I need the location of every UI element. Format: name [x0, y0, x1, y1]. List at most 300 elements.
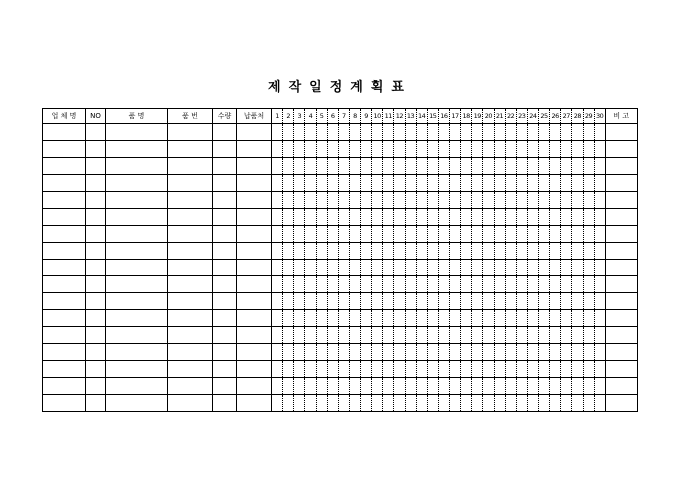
cell-company[interactable] — [43, 140, 86, 157]
cell-day-26[interactable] — [550, 395, 561, 412]
cell-day-15[interactable] — [427, 242, 438, 259]
cell-day-17[interactable] — [450, 225, 461, 242]
cell-day-6[interactable] — [327, 225, 338, 242]
cell-day-26[interactable] — [550, 327, 561, 344]
cell-product-name[interactable] — [106, 293, 168, 310]
cell-day-7[interactable] — [338, 395, 349, 412]
cell-day-24[interactable] — [527, 310, 538, 327]
cell-no[interactable] — [86, 191, 106, 208]
cell-day-11[interactable] — [383, 310, 394, 327]
cell-day-10[interactable] — [372, 140, 383, 157]
cell-day-26[interactable] — [550, 378, 561, 395]
cell-day-16[interactable] — [438, 259, 449, 276]
cell-day-16[interactable] — [438, 344, 449, 361]
cell-day-11[interactable] — [383, 157, 394, 174]
cell-day-4[interactable] — [305, 208, 316, 225]
cell-day-11[interactable] — [383, 174, 394, 191]
cell-quantity[interactable] — [213, 310, 237, 327]
cell-day-18[interactable] — [461, 276, 472, 293]
cell-day-6[interactable] — [327, 174, 338, 191]
cell-day-24[interactable] — [527, 344, 538, 361]
cell-day-25[interactable] — [539, 293, 550, 310]
cell-day-16[interactable] — [438, 140, 449, 157]
cell-day-25[interactable] — [539, 225, 550, 242]
cell-day-30[interactable] — [594, 124, 605, 141]
cell-day-14[interactable] — [416, 327, 427, 344]
cell-day-15[interactable] — [427, 191, 438, 208]
cell-day-2[interactable] — [283, 191, 294, 208]
cell-day-30[interactable] — [594, 140, 605, 157]
cell-day-30[interactable] — [594, 310, 605, 327]
cell-day-6[interactable] — [327, 259, 338, 276]
cell-day-27[interactable] — [561, 191, 572, 208]
cell-quantity[interactable] — [213, 140, 237, 157]
cell-product-name[interactable] — [106, 259, 168, 276]
cell-day-6[interactable] — [327, 395, 338, 412]
cell-day-26[interactable] — [550, 174, 561, 191]
cell-company[interactable] — [43, 124, 86, 141]
cell-product-no[interactable] — [168, 242, 213, 259]
cell-day-13[interactable] — [405, 327, 416, 344]
cell-day-4[interactable] — [305, 276, 316, 293]
cell-day-28[interactable] — [572, 293, 583, 310]
cell-product-name[interactable] — [106, 276, 168, 293]
cell-day-17[interactable] — [450, 140, 461, 157]
cell-day-14[interactable] — [416, 344, 427, 361]
cell-product-name[interactable] — [106, 124, 168, 141]
cell-day-8[interactable] — [349, 225, 360, 242]
cell-day-11[interactable] — [383, 242, 394, 259]
cell-product-name[interactable] — [106, 361, 168, 378]
cell-day-26[interactable] — [550, 293, 561, 310]
cell-day-12[interactable] — [394, 310, 405, 327]
cell-day-6[interactable] — [327, 293, 338, 310]
cell-day-3[interactable] — [294, 276, 305, 293]
cell-day-28[interactable] — [572, 191, 583, 208]
cell-day-21[interactable] — [494, 157, 505, 174]
cell-company[interactable] — [43, 327, 86, 344]
cell-day-14[interactable] — [416, 293, 427, 310]
cell-day-2[interactable] — [283, 378, 294, 395]
cell-day-8[interactable] — [349, 174, 360, 191]
cell-day-7[interactable] — [338, 124, 349, 141]
cell-day-1[interactable] — [272, 395, 283, 412]
cell-day-7[interactable] — [338, 191, 349, 208]
cell-day-10[interactable] — [372, 124, 383, 141]
cell-day-24[interactable] — [527, 242, 538, 259]
cell-day-3[interactable] — [294, 124, 305, 141]
cell-day-21[interactable] — [494, 378, 505, 395]
cell-day-1[interactable] — [272, 191, 283, 208]
cell-day-29[interactable] — [583, 174, 594, 191]
cell-quantity[interactable] — [213, 276, 237, 293]
cell-day-20[interactable] — [483, 293, 494, 310]
cell-day-13[interactable] — [405, 310, 416, 327]
cell-day-30[interactable] — [594, 191, 605, 208]
cell-day-10[interactable] — [372, 344, 383, 361]
cell-day-16[interactable] — [438, 378, 449, 395]
cell-company[interactable] — [43, 344, 86, 361]
cell-quantity[interactable] — [213, 293, 237, 310]
cell-remarks[interactable] — [605, 293, 637, 310]
cell-company[interactable] — [43, 378, 86, 395]
cell-remarks[interactable] — [605, 124, 637, 141]
cell-day-16[interactable] — [438, 276, 449, 293]
cell-day-28[interactable] — [572, 225, 583, 242]
cell-day-21[interactable] — [494, 225, 505, 242]
cell-day-3[interactable] — [294, 344, 305, 361]
cell-day-21[interactable] — [494, 293, 505, 310]
cell-remarks[interactable] — [605, 191, 637, 208]
cell-day-18[interactable] — [461, 225, 472, 242]
cell-day-21[interactable] — [494, 242, 505, 259]
cell-delivery[interactable] — [237, 361, 272, 378]
cell-company[interactable] — [43, 174, 86, 191]
cell-day-24[interactable] — [527, 293, 538, 310]
cell-day-12[interactable] — [394, 344, 405, 361]
cell-remarks[interactable] — [605, 344, 637, 361]
cell-day-9[interactable] — [361, 259, 372, 276]
cell-product-name[interactable] — [106, 327, 168, 344]
cell-day-8[interactable] — [349, 124, 360, 141]
cell-day-21[interactable] — [494, 310, 505, 327]
cell-day-11[interactable] — [383, 191, 394, 208]
cell-day-13[interactable] — [405, 378, 416, 395]
cell-day-19[interactable] — [472, 174, 483, 191]
cell-day-28[interactable] — [572, 174, 583, 191]
cell-day-25[interactable] — [539, 327, 550, 344]
cell-day-22[interactable] — [505, 361, 516, 378]
cell-day-11[interactable] — [383, 124, 394, 141]
cell-day-29[interactable] — [583, 124, 594, 141]
cell-day-22[interactable] — [505, 293, 516, 310]
cell-no[interactable] — [86, 361, 106, 378]
cell-day-30[interactable] — [594, 293, 605, 310]
cell-product-no[interactable] — [168, 344, 213, 361]
cell-day-16[interactable] — [438, 395, 449, 412]
cell-day-18[interactable] — [461, 259, 472, 276]
cell-day-9[interactable] — [361, 344, 372, 361]
cell-product-no[interactable] — [168, 174, 213, 191]
cell-day-18[interactable] — [461, 293, 472, 310]
cell-day-20[interactable] — [483, 157, 494, 174]
cell-day-16[interactable] — [438, 293, 449, 310]
cell-day-22[interactable] — [505, 259, 516, 276]
cell-day-4[interactable] — [305, 310, 316, 327]
cell-day-26[interactable] — [550, 124, 561, 141]
cell-day-17[interactable] — [450, 293, 461, 310]
cell-day-30[interactable] — [594, 378, 605, 395]
cell-product-no[interactable] — [168, 124, 213, 141]
cell-day-14[interactable] — [416, 157, 427, 174]
cell-day-26[interactable] — [550, 208, 561, 225]
cell-day-14[interactable] — [416, 361, 427, 378]
cell-day-17[interactable] — [450, 310, 461, 327]
cell-day-7[interactable] — [338, 327, 349, 344]
cell-day-27[interactable] — [561, 344, 572, 361]
cell-day-25[interactable] — [539, 140, 550, 157]
cell-day-13[interactable] — [405, 208, 416, 225]
cell-day-24[interactable] — [527, 327, 538, 344]
cell-day-26[interactable] — [550, 157, 561, 174]
cell-day-15[interactable] — [427, 276, 438, 293]
cell-day-20[interactable] — [483, 140, 494, 157]
cell-quantity[interactable] — [213, 242, 237, 259]
cell-company[interactable] — [43, 395, 86, 412]
cell-day-3[interactable] — [294, 242, 305, 259]
cell-day-25[interactable] — [539, 344, 550, 361]
cell-day-26[interactable] — [550, 276, 561, 293]
cell-delivery[interactable] — [237, 140, 272, 157]
cell-day-26[interactable] — [550, 191, 561, 208]
cell-day-4[interactable] — [305, 378, 316, 395]
cell-day-8[interactable] — [349, 276, 360, 293]
cell-day-22[interactable] — [505, 276, 516, 293]
cell-day-4[interactable] — [305, 327, 316, 344]
cell-day-4[interactable] — [305, 124, 316, 141]
cell-day-11[interactable] — [383, 327, 394, 344]
cell-day-18[interactable] — [461, 242, 472, 259]
cell-day-14[interactable] — [416, 174, 427, 191]
cell-day-5[interactable] — [316, 174, 327, 191]
cell-day-3[interactable] — [294, 157, 305, 174]
cell-day-14[interactable] — [416, 191, 427, 208]
cell-day-9[interactable] — [361, 124, 372, 141]
cell-day-12[interactable] — [394, 140, 405, 157]
cell-day-7[interactable] — [338, 259, 349, 276]
cell-product-no[interactable] — [168, 208, 213, 225]
cell-day-21[interactable] — [494, 174, 505, 191]
cell-delivery[interactable] — [237, 191, 272, 208]
cell-day-27[interactable] — [561, 140, 572, 157]
cell-delivery[interactable] — [237, 242, 272, 259]
cell-day-5[interactable] — [316, 310, 327, 327]
cell-day-15[interactable] — [427, 124, 438, 141]
cell-day-21[interactable] — [494, 124, 505, 141]
cell-day-18[interactable] — [461, 327, 472, 344]
cell-no[interactable] — [86, 208, 106, 225]
cell-no[interactable] — [86, 242, 106, 259]
cell-day-9[interactable] — [361, 276, 372, 293]
cell-day-16[interactable] — [438, 310, 449, 327]
cell-remarks[interactable] — [605, 208, 637, 225]
cell-day-13[interactable] — [405, 191, 416, 208]
cell-quantity[interactable] — [213, 378, 237, 395]
cell-day-28[interactable] — [572, 242, 583, 259]
cell-remarks[interactable] — [605, 395, 637, 412]
cell-day-23[interactable] — [516, 327, 527, 344]
cell-no[interactable] — [86, 395, 106, 412]
cell-no[interactable] — [86, 174, 106, 191]
cell-product-name[interactable] — [106, 310, 168, 327]
cell-day-8[interactable] — [349, 157, 360, 174]
cell-day-19[interactable] — [472, 191, 483, 208]
cell-day-10[interactable] — [372, 208, 383, 225]
cell-day-5[interactable] — [316, 395, 327, 412]
cell-day-28[interactable] — [572, 140, 583, 157]
cell-quantity[interactable] — [213, 174, 237, 191]
cell-day-8[interactable] — [349, 242, 360, 259]
cell-remarks[interactable] — [605, 361, 637, 378]
cell-day-3[interactable] — [294, 208, 305, 225]
cell-day-6[interactable] — [327, 344, 338, 361]
cell-day-29[interactable] — [583, 361, 594, 378]
cell-product-name[interactable] — [106, 157, 168, 174]
cell-product-no[interactable] — [168, 293, 213, 310]
cell-day-10[interactable] — [372, 191, 383, 208]
cell-company[interactable] — [43, 208, 86, 225]
cell-day-7[interactable] — [338, 225, 349, 242]
cell-day-30[interactable] — [594, 242, 605, 259]
cell-day-30[interactable] — [594, 276, 605, 293]
cell-product-name[interactable] — [106, 191, 168, 208]
cell-day-29[interactable] — [583, 327, 594, 344]
cell-day-19[interactable] — [472, 327, 483, 344]
cell-remarks[interactable] — [605, 174, 637, 191]
cell-quantity[interactable] — [213, 124, 237, 141]
cell-day-6[interactable] — [327, 310, 338, 327]
cell-day-15[interactable] — [427, 327, 438, 344]
cell-quantity[interactable] — [213, 225, 237, 242]
cell-day-17[interactable] — [450, 259, 461, 276]
cell-day-20[interactable] — [483, 174, 494, 191]
cell-day-23[interactable] — [516, 361, 527, 378]
cell-day-12[interactable] — [394, 361, 405, 378]
cell-day-24[interactable] — [527, 140, 538, 157]
cell-product-no[interactable] — [168, 361, 213, 378]
cell-day-9[interactable] — [361, 208, 372, 225]
cell-day-30[interactable] — [594, 225, 605, 242]
cell-delivery[interactable] — [237, 157, 272, 174]
cell-day-25[interactable] — [539, 174, 550, 191]
cell-delivery[interactable] — [237, 344, 272, 361]
cell-day-30[interactable] — [594, 327, 605, 344]
cell-day-11[interactable] — [383, 276, 394, 293]
cell-day-12[interactable] — [394, 378, 405, 395]
cell-day-8[interactable] — [349, 140, 360, 157]
cell-day-29[interactable] — [583, 259, 594, 276]
cell-company[interactable] — [43, 242, 86, 259]
cell-day-5[interactable] — [316, 327, 327, 344]
cell-day-17[interactable] — [450, 191, 461, 208]
cell-day-6[interactable] — [327, 208, 338, 225]
cell-day-4[interactable] — [305, 293, 316, 310]
cell-day-2[interactable] — [283, 208, 294, 225]
cell-day-29[interactable] — [583, 276, 594, 293]
cell-day-1[interactable] — [272, 208, 283, 225]
cell-product-name[interactable] — [106, 208, 168, 225]
cell-no[interactable] — [86, 225, 106, 242]
cell-day-19[interactable] — [472, 157, 483, 174]
cell-day-12[interactable] — [394, 174, 405, 191]
cell-day-13[interactable] — [405, 124, 416, 141]
cell-day-1[interactable] — [272, 157, 283, 174]
cell-day-21[interactable] — [494, 191, 505, 208]
cell-day-2[interactable] — [283, 344, 294, 361]
cell-day-9[interactable] — [361, 293, 372, 310]
cell-day-14[interactable] — [416, 124, 427, 141]
cell-day-4[interactable] — [305, 259, 316, 276]
cell-day-23[interactable] — [516, 208, 527, 225]
cell-day-3[interactable] — [294, 174, 305, 191]
cell-day-15[interactable] — [427, 225, 438, 242]
cell-day-28[interactable] — [572, 344, 583, 361]
cell-company[interactable] — [43, 293, 86, 310]
cell-day-11[interactable] — [383, 259, 394, 276]
cell-day-20[interactable] — [483, 378, 494, 395]
cell-day-2[interactable] — [283, 242, 294, 259]
cell-day-24[interactable] — [527, 259, 538, 276]
cell-day-16[interactable] — [438, 327, 449, 344]
cell-quantity[interactable] — [213, 361, 237, 378]
cell-day-12[interactable] — [394, 225, 405, 242]
cell-day-17[interactable] — [450, 208, 461, 225]
cell-remarks[interactable] — [605, 378, 637, 395]
cell-day-15[interactable] — [427, 310, 438, 327]
cell-day-29[interactable] — [583, 310, 594, 327]
cell-day-4[interactable] — [305, 361, 316, 378]
cell-no[interactable] — [86, 259, 106, 276]
cell-day-14[interactable] — [416, 310, 427, 327]
cell-day-29[interactable] — [583, 242, 594, 259]
cell-day-16[interactable] — [438, 242, 449, 259]
cell-day-9[interactable] — [361, 191, 372, 208]
cell-product-no[interactable] — [168, 140, 213, 157]
cell-day-22[interactable] — [505, 378, 516, 395]
cell-day-2[interactable] — [283, 327, 294, 344]
cell-day-23[interactable] — [516, 191, 527, 208]
cell-day-28[interactable] — [572, 157, 583, 174]
cell-product-no[interactable] — [168, 327, 213, 344]
cell-day-12[interactable] — [394, 191, 405, 208]
cell-day-17[interactable] — [450, 361, 461, 378]
cell-delivery[interactable] — [237, 124, 272, 141]
cell-day-9[interactable] — [361, 310, 372, 327]
cell-day-2[interactable] — [283, 276, 294, 293]
cell-day-26[interactable] — [550, 361, 561, 378]
cell-day-9[interactable] — [361, 225, 372, 242]
cell-day-30[interactable] — [594, 208, 605, 225]
cell-day-3[interactable] — [294, 293, 305, 310]
cell-day-16[interactable] — [438, 157, 449, 174]
cell-day-20[interactable] — [483, 310, 494, 327]
cell-remarks[interactable] — [605, 310, 637, 327]
cell-day-14[interactable] — [416, 276, 427, 293]
cell-day-4[interactable] — [305, 225, 316, 242]
cell-day-10[interactable] — [372, 276, 383, 293]
cell-day-25[interactable] — [539, 259, 550, 276]
cell-day-15[interactable] — [427, 140, 438, 157]
cell-day-12[interactable] — [394, 242, 405, 259]
cell-day-13[interactable] — [405, 276, 416, 293]
cell-quantity[interactable] — [213, 344, 237, 361]
cell-day-27[interactable] — [561, 395, 572, 412]
cell-day-21[interactable] — [494, 395, 505, 412]
cell-day-29[interactable] — [583, 378, 594, 395]
cell-no[interactable] — [86, 124, 106, 141]
cell-day-17[interactable] — [450, 378, 461, 395]
cell-day-8[interactable] — [349, 395, 360, 412]
cell-day-19[interactable] — [472, 242, 483, 259]
cell-day-7[interactable] — [338, 378, 349, 395]
cell-day-7[interactable] — [338, 310, 349, 327]
cell-product-no[interactable] — [168, 225, 213, 242]
cell-day-19[interactable] — [472, 124, 483, 141]
cell-remarks[interactable] — [605, 276, 637, 293]
cell-delivery[interactable] — [237, 208, 272, 225]
cell-day-21[interactable] — [494, 140, 505, 157]
cell-day-6[interactable] — [327, 327, 338, 344]
